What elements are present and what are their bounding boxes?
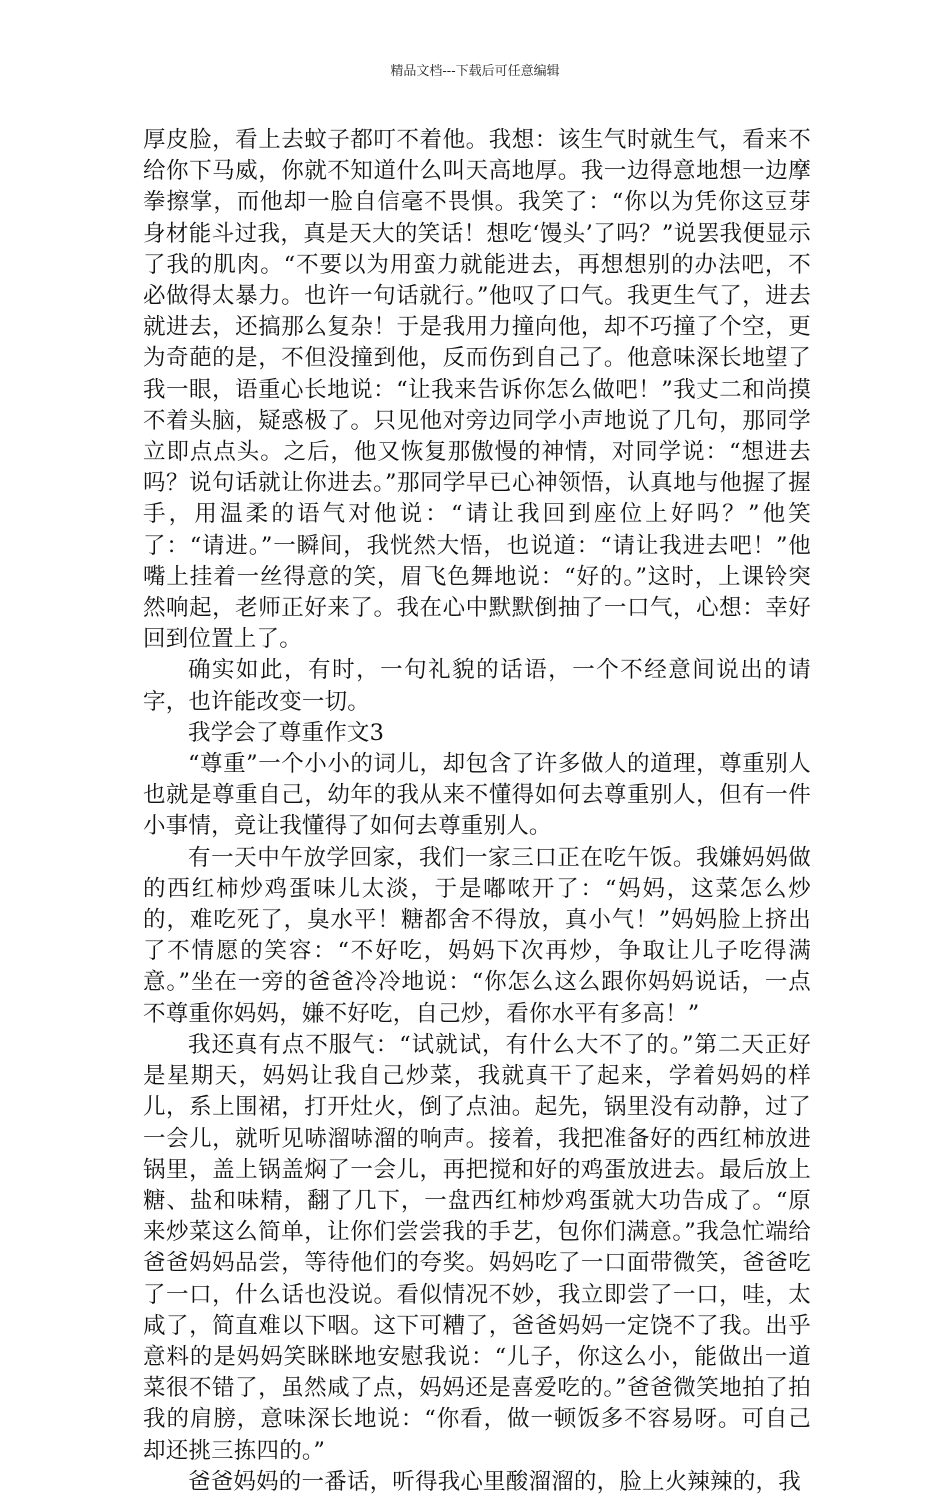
page-header: 精品文档---下载后可任意编辑 xyxy=(390,64,560,79)
paragraph-1: 厚皮脸，看上去蚊子都叮不着他。我想：该生气时就生气，看来不给你下马威，你就不知道什么叫天高地厚。我一边得意地想一边摩拳擦掌，而他却一脸自信毫不畏惧。我笑了：“你以为凭你这豆芽身材能斗过我，真是天大的笑话！想吃‘馒头’了吗？”说罢我便显示了我的肌肉。“不要以为用蛮力就能进去，再想想别的办法吧，不必做得太暴力。也许一句话就行。”他叹了口气。我更生气了，进去就进去，还搞那么复杂！于是我用力撞向他，却不巧撞了个空，更为奇葩的是，不但没撞到他，反而伤到自己了。他意味深长地望了我一眼，语重心长地说：“让我来告诉你怎么做吧！”我丈二和尚摸不着头脑，疑惑极了。只见他对旁边同学小声地说了几句，那同学立即点点头。之后，他又恢复那傲慢的神情，对同学说：“想进去吗？说句话就让你进去。”那同学早已心神领悟，认真地与他握了握手，用温柔的语气对他说：“请让我回到座位上好吗？”他笑了：“请进。”一瞬间，我恍然大悟，也说道：“请让我进去吧！”他嘴上挂着一丝得意的笑，眉飞色舞地说：“好的。”这时，上课铃突然响起，老师正好来了。我在心中默默倒抽了一口气，心想：幸好回到位置上了。 xyxy=(143,127,811,653)
paragraph-3: “尊重”一个小小的词儿，却包含了许多做人的道理，尊重别人也就是尊重自己，幼年的我从来不懂得如何去尊重别人，但有一件小事情，竟让我懂得了如何去尊重别人。 xyxy=(143,751,811,840)
paragraph-4: 有一天中午放学回家，我们一家三口正在吃午饭。我嫌妈妈做的西红柿炒鸡蛋味儿太淡，于是嘟哝开了：“妈妈，这菜怎么炒的，难吃死了，臭水平！糖都舍不得放，真小气！”妈妈脸上挤出了不情愿的笑容：“不好吃，妈妈下次再炒，争取让儿子吃得满意。”坐在一旁的爸爸冷冷地说：“你怎么这么跟你妈妈说话，一点不尊重你妈妈，嫌不好吃，自己炒，看你水平有多高！” xyxy=(143,844,811,1027)
paragraph-6: 爸爸妈妈的一番话，听得我心里酸溜溜的，脸上火辣辣的，我 xyxy=(188,1468,801,1495)
paragraph-5: 我还真有点不服气：“试就试，有什么大不了的。”第二天正好是星期天，妈妈让我自己炒菜，我就真干了起来，学着妈妈的样儿，系上围裙，打开灶火，倒了点油。起先，锅里没有动静，过了一会儿，就听见哧溜哧溜的响声。接着，我把准备好的西红柿放进锅里，盖上锅盖焖了一会儿，再把搅和好的鸡蛋放进去。最后放上糖、盐和味精，翻了几下，一盘西红柿炒鸡蛋就大功告成了。“原来炒菜这么简单，让你们尝尝我的手艺，包你们满意。”我急忙端给爸爸妈妈品尝，等待他们的夸奖。妈妈吃了一口面带微笑，爸爸吃了一口，什么话也没说。看似情况不妙，我立即尝了一口，哇，太咸了，简直难以下咽。这下可糟了，爸爸妈妈一定饶不了我。出乎意料的是妈妈笑眯眯地安慰我说：“儿子，你这么小，能做出一道菜很不错了，虽然咸了点，妈妈还是喜爱吃的。”爸爸微笑地拍了拍我的肩膀，意味深长地说：“你看，做一顿饭多不容易呀。可自己却还挑三拣四的。” xyxy=(143,1031,811,1464)
paragraph-2: 确实如此，有时，一句礼貌的话语，一个不经意间说出的请字，也许能改变一切。 xyxy=(143,657,811,715)
document-body xyxy=(143,125,811,1498)
section-heading: 我学会了尊重作文3 xyxy=(188,719,385,746)
